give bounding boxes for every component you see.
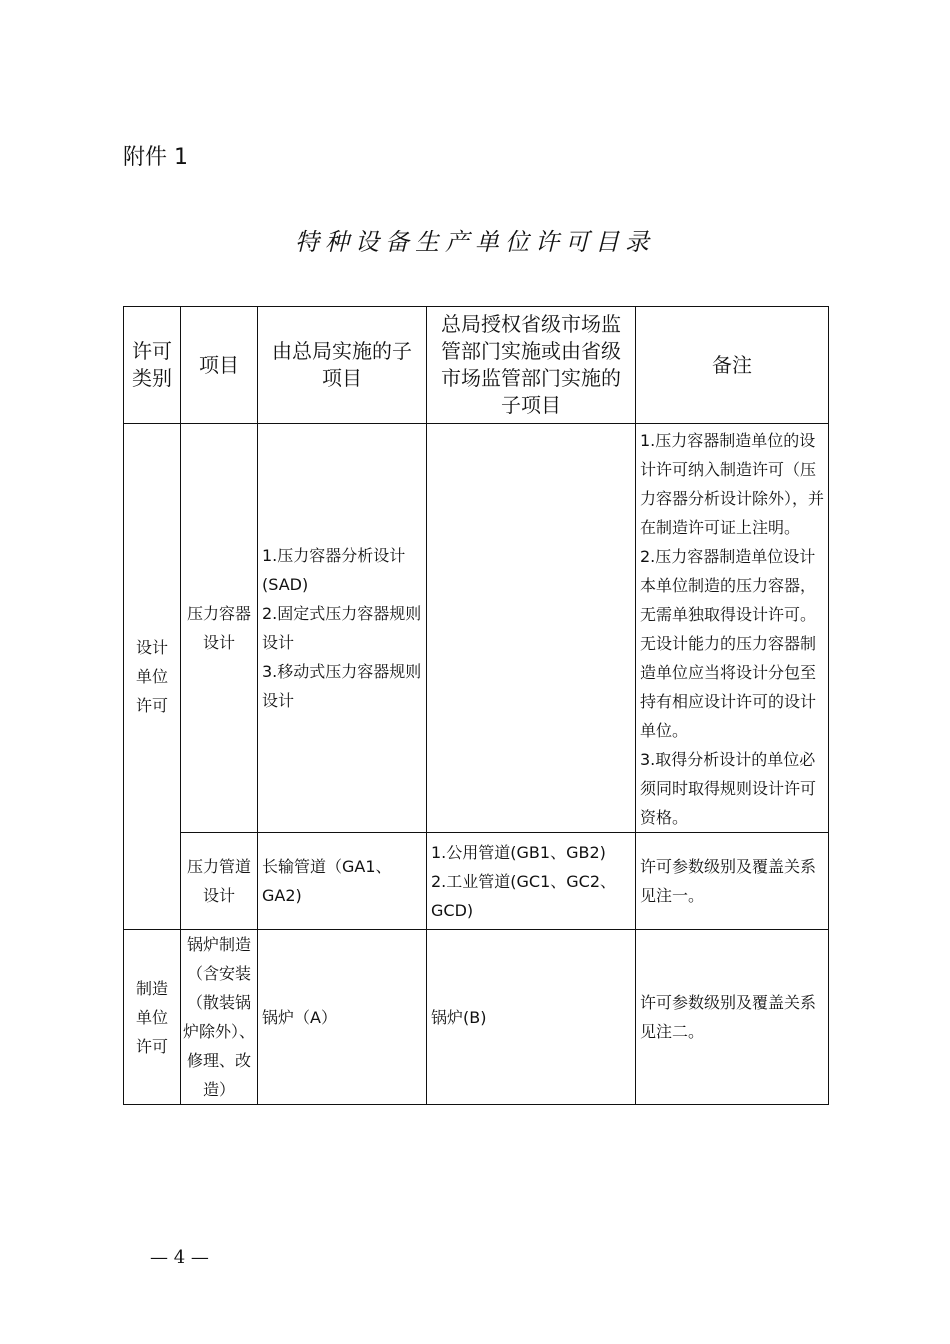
header-row	[124, 307, 829, 424]
header-prov-sub: 总局授权省级市场监管部门实施或由省级市场监管部门实施的子项目	[427, 307, 636, 424]
prov-sub-cell: 锅炉(B)	[427, 930, 636, 1105]
item-cell: 锅炉制造（含安装（散装锅炉除外）、修理、改造）	[181, 930, 258, 1105]
attachment-label: 附件 1	[123, 145, 188, 170]
hq-sub-cell: 长输管道（GA1、GA2)	[258, 833, 427, 930]
item-cell: 压力管道设计	[181, 833, 258, 930]
hq-sub-cell: 锅炉（A）	[258, 930, 427, 1105]
remarks-cell: 许可参数级别及覆盖关系见注一。	[636, 833, 829, 930]
header-remarks: 备注	[636, 307, 829, 424]
header-hq-sub: 由总局实施的子项目	[258, 307, 427, 424]
license-catalog-table	[123, 306, 829, 1105]
category-manufacture: 制造单位许可	[124, 930, 181, 1105]
category-design: 设计单位许可	[124, 424, 181, 930]
table-row	[124, 930, 829, 1105]
prov-sub-cell	[427, 424, 636, 833]
item-cell: 压力容器设计	[181, 424, 258, 833]
document-title: 特种设备生产单位许可目录	[295, 228, 655, 256]
prov-sub-cell: 1.公用管道(GB1、GB2) 2.工业管道(GC1、GC2、GCD)	[427, 833, 636, 930]
header-item: 项目	[181, 307, 258, 424]
table-row	[124, 424, 829, 833]
page-number: — 4 —	[150, 1247, 209, 1268]
remarks-cell: 许可参数级别及覆盖关系见注二。	[636, 930, 829, 1105]
table-row	[124, 833, 829, 930]
header-category: 许可类别	[124, 307, 181, 424]
hq-sub-cell: 1.压力容器分析设计(SAD) 2.固定式压力容器规则设计 3.移动式压力容器规则设计	[258, 424, 427, 833]
remarks-cell: 1.压力容器制造单位的设计许可纳入制造许可（压力容器分析设计除外），并在制造许可证上注明。 2.压力容器制造单位设计本单位制造的压力容器，无需单独取得设计许可。无设计能力的压力容器制造单位应当将设计分包至持有相应设计许可的设计单位。 3.取得分析设计的单位必须同时取得规则设计许可资格。	[636, 424, 829, 833]
